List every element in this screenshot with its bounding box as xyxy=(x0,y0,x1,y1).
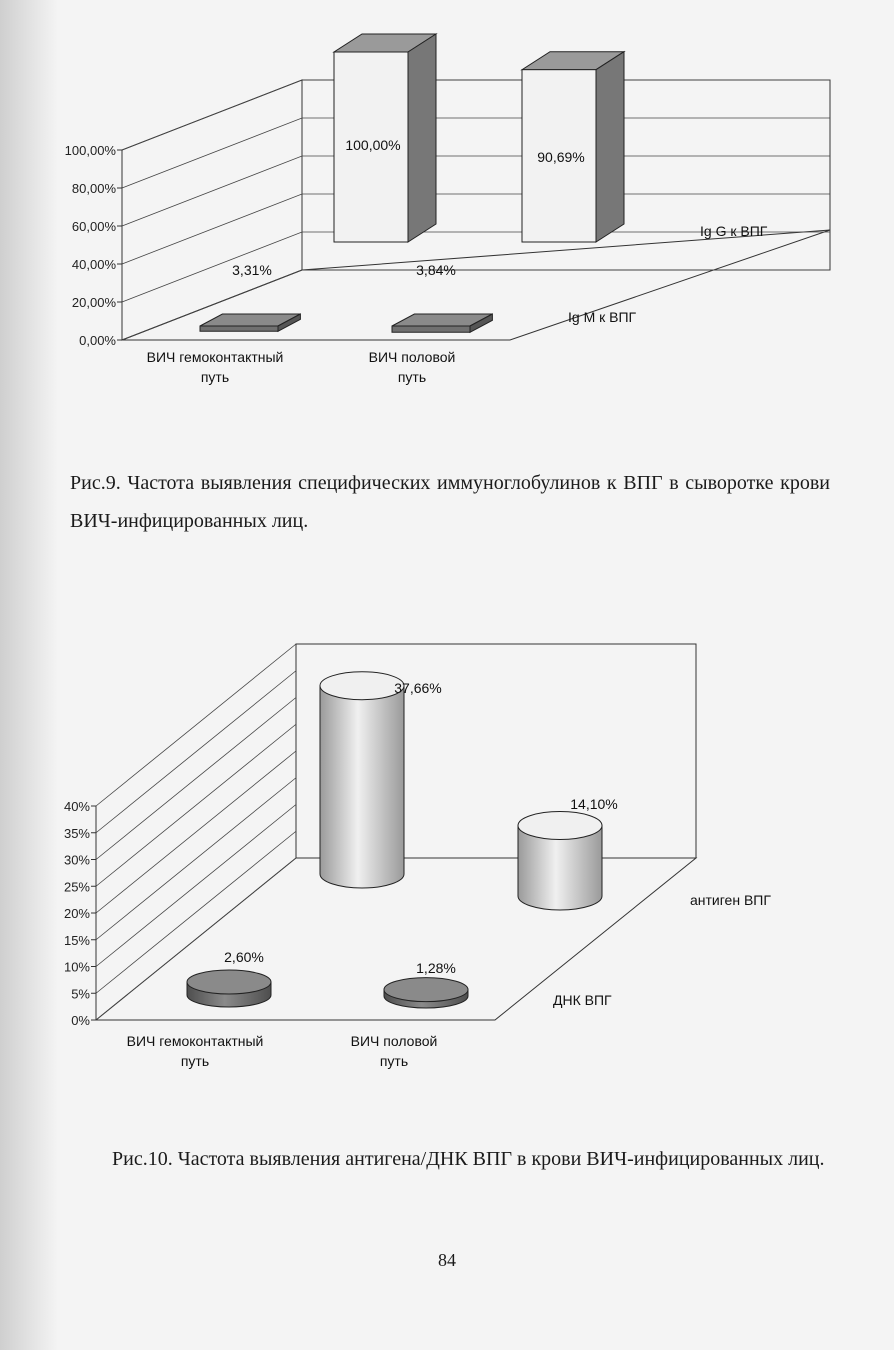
chart-fig9 xyxy=(0,0,894,420)
y-tick-label: 5% xyxy=(71,986,90,1002)
side-wall xyxy=(122,80,302,340)
caption-fig10: Рис.10. Частота выявления антигена/ДНК ВПГ в крови ВИЧ-инфицированных лиц. xyxy=(112,1148,825,1170)
x-category-label-line2: путь xyxy=(200,369,230,385)
bar-front xyxy=(392,326,470,332)
gridline xyxy=(96,644,296,806)
y-tick-label: 35% xyxy=(63,825,90,841)
x-category-label-line2: путь xyxy=(379,1053,409,1069)
chart-fig10 xyxy=(0,640,894,1100)
data-label: 100,00% xyxy=(345,137,401,153)
gridline xyxy=(96,751,296,913)
y-tick-label: 20,00% xyxy=(71,295,116,310)
gridline xyxy=(96,724,296,886)
caption-fig9: Рис.9. Частота выявления специфических иммуноглобулинов к ВПГ в сыворотке крови ВИЧ-инфицированных лиц. xyxy=(70,472,830,532)
gridline xyxy=(96,831,296,993)
y-tick-label: 100,00% xyxy=(64,143,116,158)
gridline xyxy=(122,118,830,188)
y-tick-label: 20% xyxy=(63,906,90,921)
y-tick-label: 80,00% xyxy=(71,181,116,196)
data-label: 1,28% xyxy=(416,960,456,976)
data-label: 3,31% xyxy=(232,262,272,278)
y-tick-label: 0,00% xyxy=(79,333,116,348)
series-label-igm: Ig M к ВПГ xyxy=(568,309,637,325)
y-tick-label: 40% xyxy=(63,799,90,814)
x-category-label-line2: путь xyxy=(397,369,427,385)
y-tick-label: 30% xyxy=(63,852,90,868)
bar-dna-top xyxy=(384,978,468,1002)
data-label: 37,66% xyxy=(394,680,442,696)
x-category-label: ВИЧ половой xyxy=(350,1033,438,1049)
page-number: 84 xyxy=(438,1250,456,1270)
gridline xyxy=(96,698,296,860)
gridline xyxy=(122,156,830,226)
data-label: 2,60% xyxy=(224,949,264,965)
bar-side xyxy=(596,52,624,242)
gridline xyxy=(96,671,296,833)
data-label: 90,69% xyxy=(537,149,585,165)
data-label: 3,84% xyxy=(416,262,456,278)
bar-antigen-body xyxy=(320,686,404,888)
y-tick-label: 0% xyxy=(71,1013,90,1028)
series-label-antigen: антиген ВПГ xyxy=(690,892,771,908)
bar-side xyxy=(408,34,436,242)
y-tick-label: 15% xyxy=(63,932,90,948)
x-category-label-line2: путь xyxy=(180,1053,210,1069)
data-label: 14,10% xyxy=(570,796,618,812)
y-tick-label: 40,00% xyxy=(71,257,116,272)
series-label-igg: Ig G к ВПГ xyxy=(700,223,768,239)
x-category-label: ВИЧ половой xyxy=(368,349,456,365)
y-tick-label: 10% xyxy=(63,959,90,975)
series-label-dna: ДНК ВПГ xyxy=(553,992,612,1008)
gridline xyxy=(96,778,296,940)
bar-dna-top xyxy=(187,970,271,994)
gridline xyxy=(122,80,830,150)
y-tick-label: 25% xyxy=(63,879,90,895)
x-category-label: ВИЧ гемоконтактный xyxy=(126,1033,264,1049)
y-tick-label: 60,00% xyxy=(71,219,116,234)
bar-antigen-top xyxy=(518,812,602,840)
bar-front xyxy=(200,326,278,331)
x-category-label: ВИЧ гемоконтактный xyxy=(146,349,284,365)
gridline xyxy=(96,805,296,967)
bar-antigen-top xyxy=(320,672,404,700)
